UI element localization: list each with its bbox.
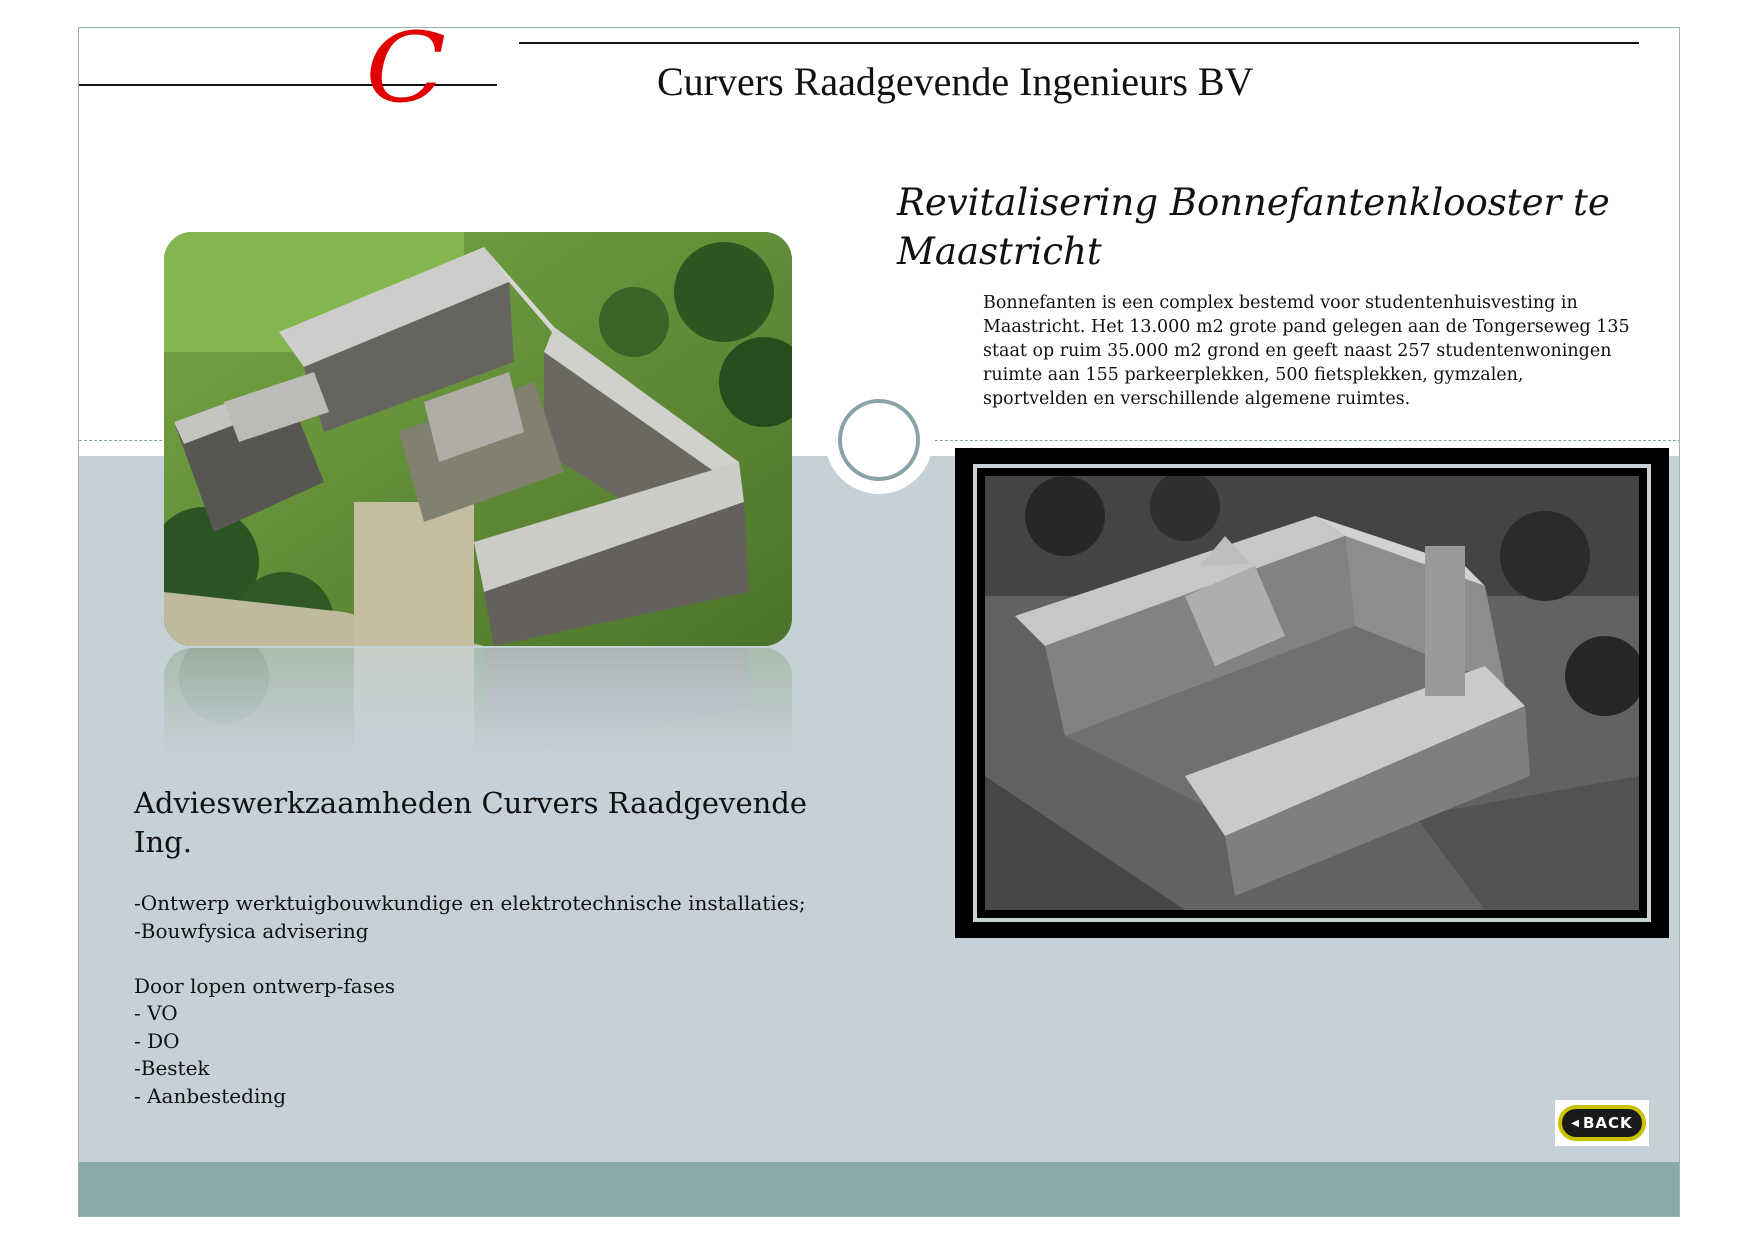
aerial-photo-building	[164, 232, 792, 646]
phase-item: - Aanbesteding	[134, 1083, 287, 1108]
historic-photo-border	[973, 464, 1651, 922]
services-list	[134, 890, 854, 1110]
historic-photo-frame	[955, 448, 1669, 938]
divider-circle-icon	[838, 399, 920, 481]
phase-item: -Bestek	[134, 1056, 210, 1080]
company-logo: C	[365, 27, 447, 124]
list-spacer	[134, 945, 854, 973]
back-button-label: BACK	[1583, 1114, 1633, 1132]
divider-dashed-right	[915, 440, 1680, 441]
aerial-photo-reflection	[164, 648, 792, 758]
phase-item: - DO	[134, 1028, 180, 1053]
company-name: Curvers Raadgevende Ingenieurs BV	[657, 59, 1254, 104]
reflection-illustration	[164, 648, 792, 758]
header-rule	[519, 42, 1639, 44]
services-title: Advieswerkzaamheden Curvers Raadgevende Ing.	[134, 786, 808, 859]
back-button-pill[interactable]	[1558, 1105, 1646, 1141]
historic-photo-illustration	[985, 476, 1639, 910]
project-description: Bonnefanten is een complex bestemd voor studentenhuisvesting in Maastricht. Het 13.000 m2 grote pand gelegen aan de Tongerseweg 135 staat op ruim 35.000 m2 grond en geeft naast 257 studentenwoningen ruimte aan 155 parkeerplekken, 500 fietsplekken, gymzalen, sportvelden en verschillende algemene ruimtes.	[983, 293, 1630, 409]
triangle-left-icon: ◀	[1571, 1117, 1580, 1129]
back-button[interactable]	[1555, 1100, 1649, 1146]
phases-heading: Door lopen ontwerp-fases	[134, 973, 396, 998]
phase-item: - VO	[134, 1001, 178, 1025]
historic-aerial-photo	[985, 476, 1639, 910]
footer-band	[79, 1162, 1679, 1217]
aerial-photo-illustration	[164, 232, 792, 646]
slide	[78, 27, 1680, 1217]
service-item: -Bouwfysica advisering	[134, 918, 369, 943]
project-title: Revitalisering Bonnefantenklooster te Maastricht	[897, 181, 1610, 273]
service-item: -Ontwerp werktuigbouwkundige en elektrotechnische installaties;	[134, 891, 806, 915]
